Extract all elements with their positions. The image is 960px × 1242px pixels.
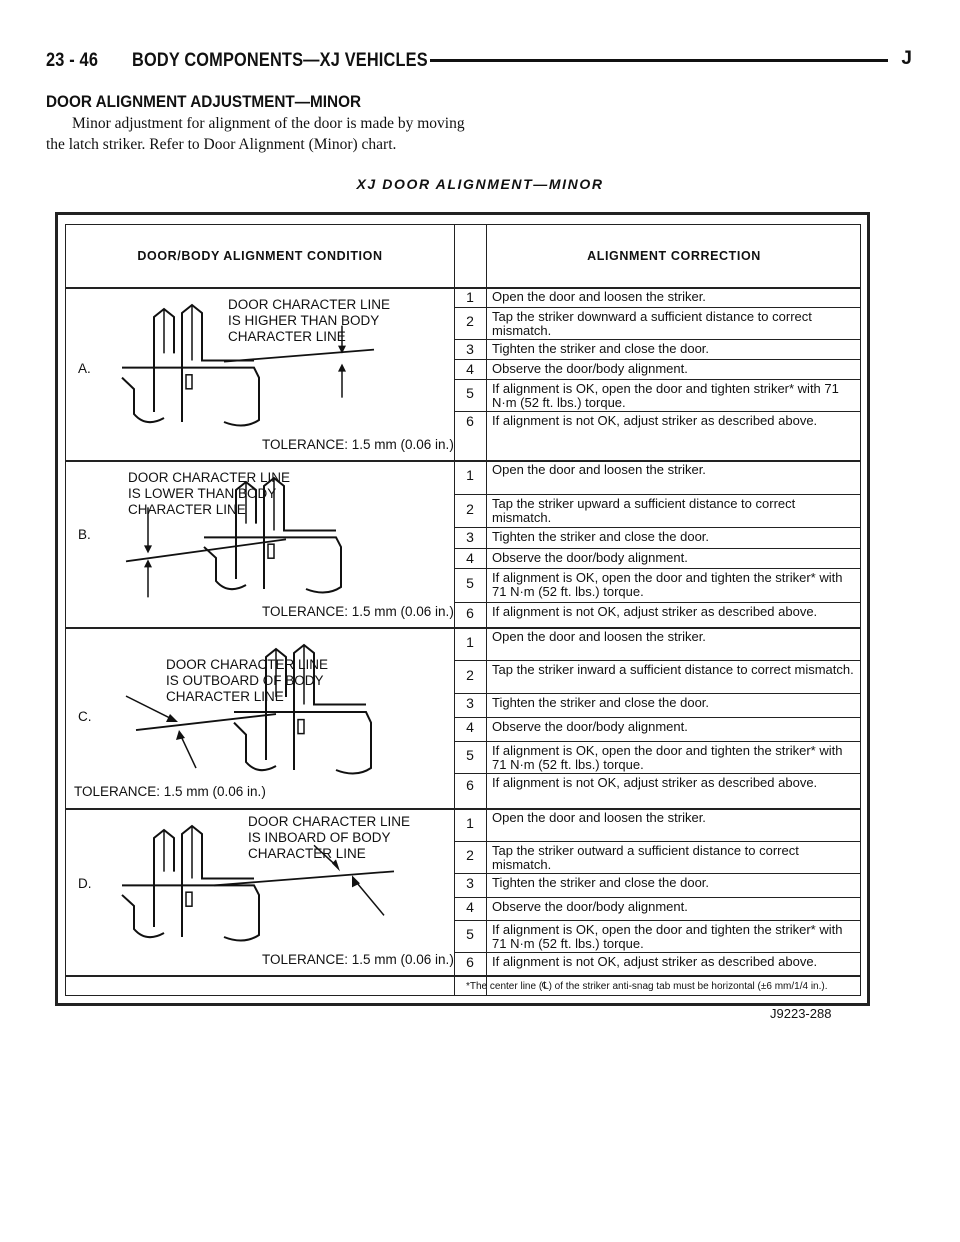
step-number: 2: [466, 500, 474, 517]
step-number: 6: [466, 413, 474, 429]
step-text: Observe the door/body alignment.: [492, 719, 688, 734]
step-number: 5: [466, 747, 474, 763]
row-divider: [454, 693, 860, 694]
step-number: 1: [466, 467, 474, 483]
step-number: 4: [466, 899, 474, 915]
row-divider: [454, 548, 860, 549]
tolerance-label: TOLERANCE: 1.5 mm (0.06 in.): [262, 952, 454, 967]
row-divider: [454, 359, 860, 360]
correction-column-header: ALIGNMENT CORRECTION: [587, 249, 761, 263]
page-header: [46, 46, 914, 76]
alignment-figure: [55, 212, 870, 1006]
tolerance-label: TOLERANCE: 1.5 mm (0.06 in.): [74, 784, 266, 799]
step-text: Tap the striker inward a sufficient distance to correct mismatch.: [492, 662, 854, 677]
step-text: Tighten the striker and close the door.: [492, 875, 710, 890]
step-number: 4: [466, 719, 474, 735]
row-divider: [454, 307, 860, 308]
step-number: 1: [466, 814, 474, 831]
condition-label: DOOR CHARACTER LINE IS HIGHER THAN BODY CHARACTER LINE: [228, 297, 391, 344]
row-divider: [454, 494, 860, 495]
step-number: 2: [466, 666, 474, 683]
condition-letter: B.: [78, 527, 91, 542]
step-number: 6: [466, 954, 474, 970]
step-text: Tap the striker downward a sufficient distance to correct mismatch.: [492, 309, 812, 338]
step-text: If alignment is not OK, adjust striker as described above.: [492, 604, 818, 619]
section-heading: DOOR ALIGNMENT ADJUSTMENT—MINOR: [46, 92, 362, 111]
step-text: Open the door and loosen the striker.: [492, 629, 706, 644]
step-text: Tighten the striker and close the door.: [492, 341, 710, 356]
step-number: 2: [466, 847, 474, 863]
column-divider: [486, 225, 487, 995]
condition-letter: A.: [78, 361, 91, 376]
step-text: If alignment is not OK, adjust striker as described above.: [492, 954, 818, 969]
step-text: Tap the striker upward a sufficient distance to correct mismatch.: [492, 496, 796, 525]
step-text: Open the door and loosen the striker.: [492, 810, 706, 825]
step-text: Open the door and loosen the striker.: [492, 462, 706, 477]
tolerance-label: TOLERANCE: 1.5 mm (0.06 in.): [262, 604, 454, 619]
condition-illustration: [66, 462, 454, 625]
footnote-divider: [66, 975, 860, 977]
condition-illustration: [66, 810, 454, 973]
step-number: 3: [466, 341, 474, 357]
row-divider: [454, 660, 860, 661]
row-divider: [454, 773, 860, 774]
step-text: If alignment is OK, open the door and tighten the striker* with 71 N·m (52 ft. lbs.) torque.: [492, 922, 843, 951]
step-number: 4: [466, 361, 474, 377]
row-divider: [454, 873, 860, 874]
row-divider: [454, 568, 860, 569]
step-number: 3: [466, 695, 474, 711]
header-rule: [430, 59, 888, 62]
step-number: 4: [466, 550, 474, 566]
intro-paragraph: Minor adjustment for alignment of the door is made by moving the latch striker. Refer to Door Alignment (Minor) chart.: [46, 115, 465, 153]
row-divider: [454, 897, 860, 898]
step-text: If alignment is not OK, adjust striker as described above.: [492, 775, 818, 790]
step-number: 3: [466, 529, 474, 545]
row-divider: [454, 411, 860, 412]
step-text: Observe the door/body alignment.: [492, 899, 688, 914]
row-divider: [454, 952, 860, 953]
door-diagram: [66, 629, 454, 806]
condition-column-header: DOOR/BODY ALIGNMENT CONDITION: [137, 249, 383, 263]
step-number: 6: [466, 777, 474, 793]
step-text: Tighten the striker and close the door.: [492, 695, 710, 710]
step-number: 2: [466, 313, 474, 329]
condition-illustration: [66, 629, 454, 806]
row-divider: [454, 920, 860, 921]
striker-footnote: *The center line (℄) of the striker anti-snag tab must be horizontal (±6 mm/1/4 in.).: [466, 981, 828, 992]
row-divider: [454, 841, 860, 842]
alignment-table: [65, 224, 861, 996]
step-text: Open the door and loosen the striker.: [492, 289, 706, 304]
step-text: If alignment is OK, open the door and tighten the striker* with 71 N·m (52 ft. lbs.) torque.: [492, 743, 843, 772]
condition-letter: D.: [78, 876, 92, 891]
step-number: 1: [466, 633, 474, 650]
step-number: 1: [466, 289, 474, 305]
step-text: If alignment is not OK, adjust striker as described above.: [492, 413, 818, 428]
condition-label: DOOR CHARACTER LINE IS OUTBOARD OF BODY CHARACTER LINE: [166, 657, 329, 704]
step-text: Observe the door/body alignment.: [492, 361, 688, 376]
step-number: 5: [466, 926, 474, 942]
condition-illustration: [66, 289, 454, 458]
row-divider: [454, 741, 860, 742]
page-number: 23 - 46: [46, 50, 99, 71]
edition-letter: J: [901, 48, 912, 69]
step-number: 5: [466, 385, 474, 401]
step-text: Tighten the striker and close the door.: [492, 529, 710, 544]
condition-label: DOOR CHARACTER LINE IS INBOARD OF BODY CHARACTER LINE: [248, 814, 411, 861]
row-divider: [454, 527, 860, 528]
step-number: 3: [466, 875, 474, 891]
condition-label: DOOR CHARACTER LINE IS LOWER THAN BODY CHARACTER LINE: [128, 470, 291, 517]
step-number: 6: [466, 604, 474, 621]
row-divider: [454, 717, 860, 718]
row-divider: [454, 339, 860, 340]
step-number: 5: [466, 575, 474, 591]
step-text: Tap the striker outward a sufficient distance to correct mismatch.: [492, 843, 799, 872]
step-text: If alignment is OK, open the door and tighten the striker* with 71 N·m (52 ft. lbs.) torque.: [492, 570, 843, 599]
row-divider: [454, 379, 860, 380]
tolerance-label: TOLERANCE: 1.5 mm (0.06 in.): [262, 437, 454, 452]
figure-caption: XJ DOOR ALIGNMENT—MINOR: [356, 176, 604, 192]
step-text: If alignment is OK, open the door and tighten striker* with 71 N·m (52 ft. lbs.) torque.: [492, 381, 839, 410]
running-title: BODY COMPONENTS—XJ VEHICLES: [132, 50, 428, 71]
figure-id: J9223-288: [770, 1006, 832, 1021]
row-divider: [454, 602, 860, 603]
condition-letter: C.: [78, 709, 92, 724]
step-text: Observe the door/body alignment.: [492, 550, 688, 565]
